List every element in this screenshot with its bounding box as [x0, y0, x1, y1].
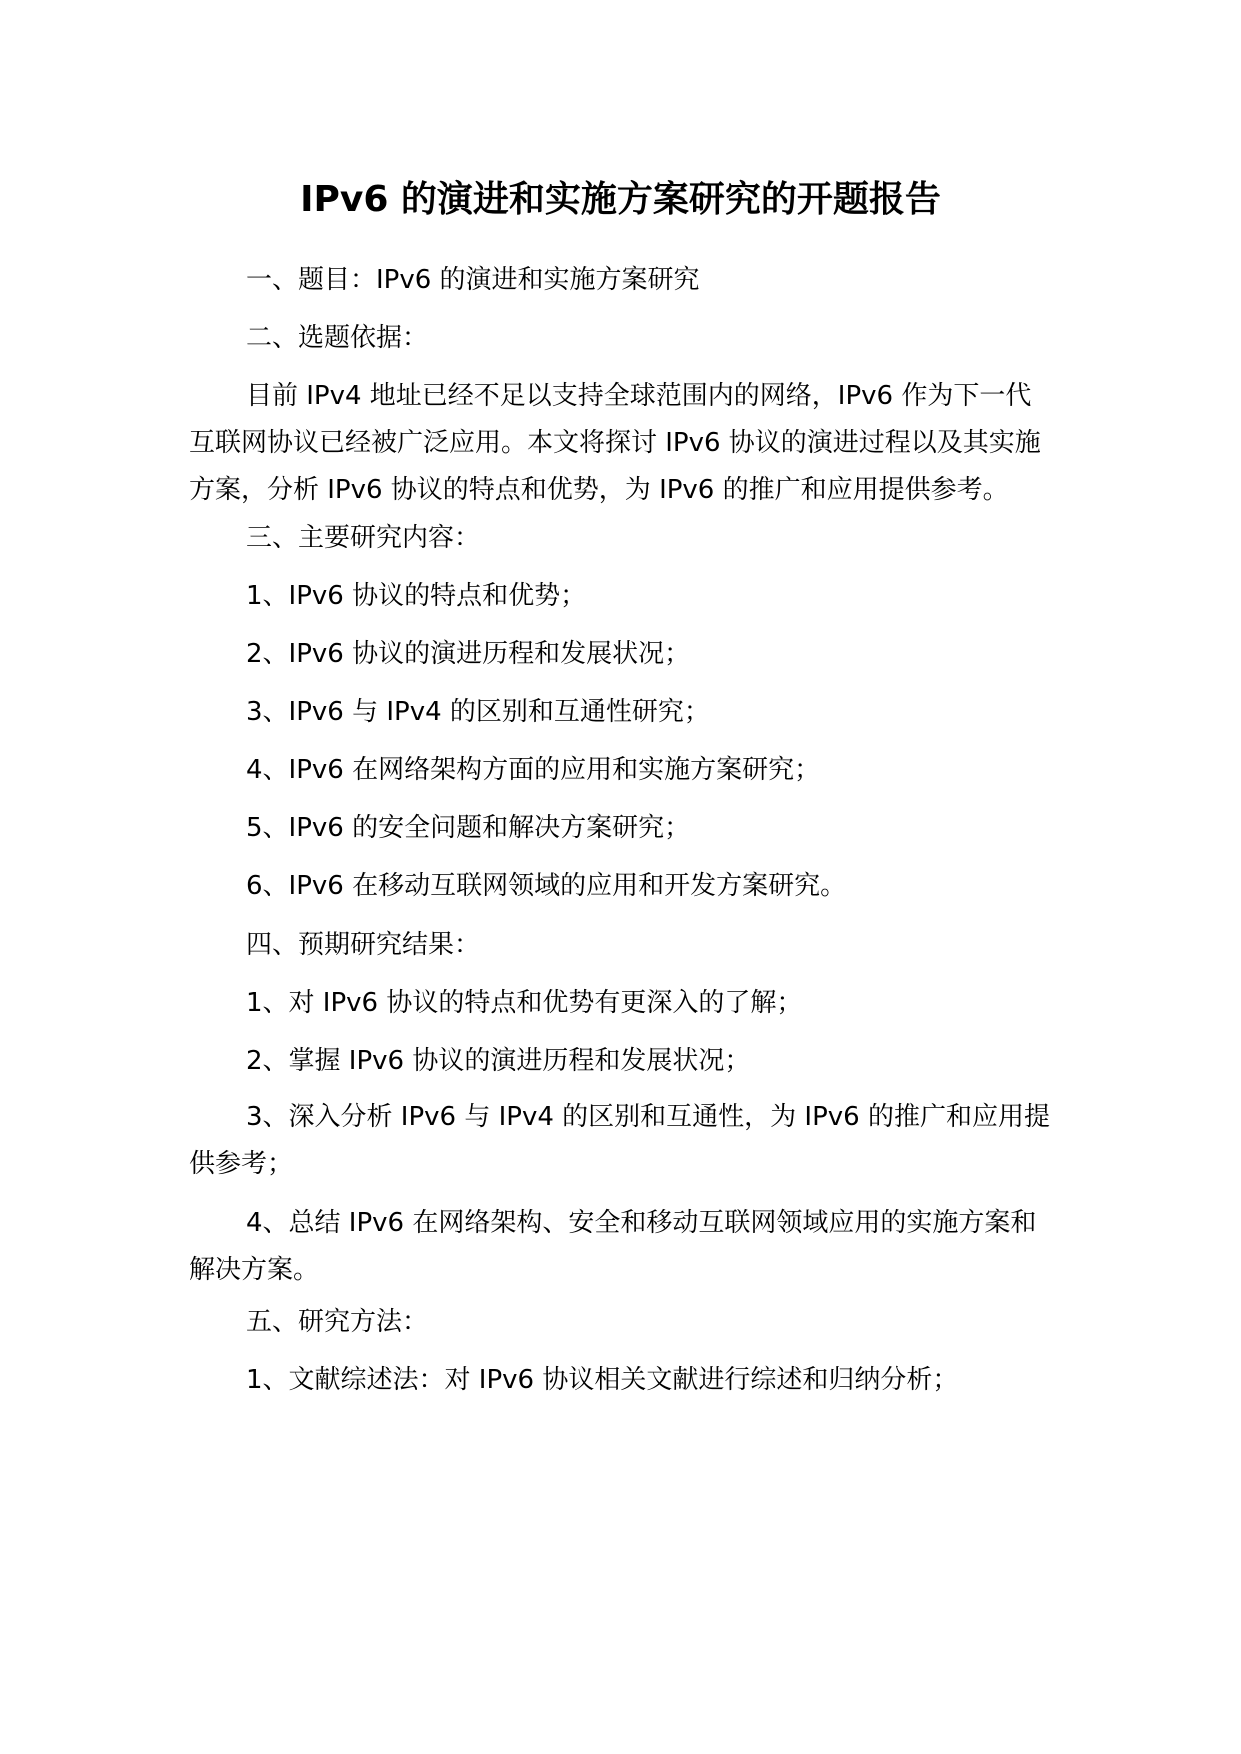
- method-item-1: 1、文献综述法：对 IPv6 协议相关文献进行综述和归纳分析；: [246, 1365, 959, 1395]
- result-item-3: 3、深入分析 IPv6 与 IPv4 的区别和互通性，为 IPv6 的推广和应用提供参考；: [189, 1102, 1050, 1179]
- content-item-3: 3、IPv6 与 IPv4 的区别和互通性研究；: [246, 697, 710, 727]
- result-item-1: 1、对 IPv6 协议的特点和优势有更深入的了解；: [246, 988, 803, 1018]
- content-item-1: 1、IPv6 协议的特点和优势；: [246, 581, 587, 611]
- content-item-5: 5、IPv6 的安全问题和解决方案研究；: [246, 813, 691, 843]
- content-item-6: 6、IPv6 在移动互联网领域的应用和开发方案研究。: [246, 871, 847, 901]
- document-title: IPv6 的演进和实施方案研究的开题报告: [300, 179, 941, 220]
- basis-paragraph: 目前 IPv4 地址已经不足以支持全球范围内的网络，IPv6 作为下一代互联网协议已经被广泛应用。本文将探讨 IPv6 协议的演进过程以及其实施方案，分析 IPv6 协议的特点和优势，为 IPv6 的推广和应用提供参考。: [189, 381, 1041, 505]
- section-heading-methods: 五、研究方法：: [246, 1307, 429, 1337]
- section-heading-basis: 二、选题依据：: [246, 323, 429, 353]
- result-item-2: 2、掌握 IPv6 协议的演进历程和发展状况；: [246, 1046, 751, 1076]
- content-item-2: 2、IPv6 协议的演进历程和发展状况；: [246, 639, 691, 669]
- result-item-4: 4、总结 IPv6 在网络架构、安全和移动互联网领域应用的实施方案和解决方案。: [189, 1208, 1037, 1285]
- section-heading-topic: 一、题目：IPv6 的演进和实施方案研究: [246, 265, 700, 295]
- section-heading-content: 三、主要研究内容：: [246, 523, 481, 553]
- section-heading-results: 四、预期研究结果：: [246, 930, 481, 960]
- content-item-4: 4、IPv6 在网络架构方面的应用和实施方案研究；: [246, 755, 821, 785]
